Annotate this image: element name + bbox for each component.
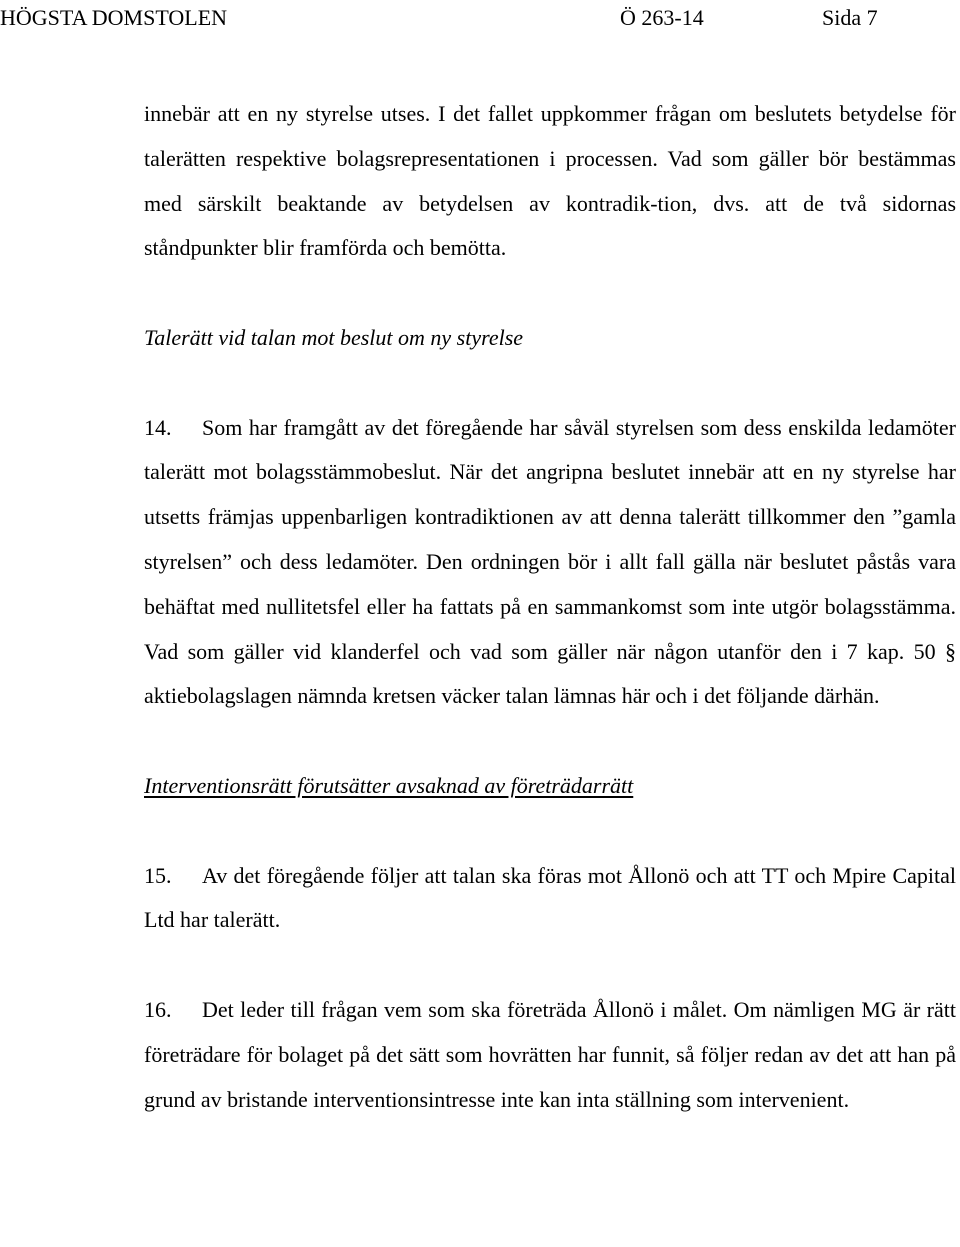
paragraph-number: 14.	[144, 414, 172, 440]
case-number: Ö 263-14	[620, 5, 704, 30]
section-heading-talerätt: Talerätt vid talan mot beslut om ny styrelse	[144, 324, 524, 350]
court-name: HÖGSTA DOMSTOLEN	[0, 5, 228, 30]
intro-paragraph: innebär att en ny styrelse utses. I det fallet uppkommer frågan om beslutets betydelse för talerätten respektive bolagsrepresentationen i processen. Vad som gäller bör bestämmas med särskilt beaktande av betydelsen av kontradik-tion, dvs. att de två sidornas ståndpunkter blir framförda och bemötta.	[144, 101, 956, 261]
paragraph-number: 16.	[144, 996, 172, 1022]
paragraph-16	[144, 988, 956, 1122]
paragraph-text: Som har framgått av det föregående har såväl styrelsen som dess enskilda ledamöter talerätt mot bolagsstämmobeslut. När det angripna beslutet innebär att en ny styrelse har utsetts främjas uppenbarligen kontradiktionen av att denna talerätt tillkommer den ”gamla styrelsen” och dess ledamöter. Den ordningen bör i allt fall gälla när beslutet påstås vara behäftat med nullitetsfel eller ha fattats på en sammankomst som inte utgör bolagsstämma. Vad som gäller vid klanderfel och vad som gäller när någon utanför den i 7 kap. 50 § aktiebolagslagen nämnda kretsen väcker talan lämnas här och i det följande därhän.	[144, 414, 956, 709]
paragraph-text: Det leder till frågan vem som ska företräda Ållonö i målet. Om nämligen MG är rätt företrädare för bolaget på det sätt som hovrätten har funnit, så följer redan av det att han på grund av bristande interventionsintresse inte kan inta ställning som intervenient.	[144, 996, 956, 1112]
document-body	[144, 92, 956, 1122]
paragraph-15	[144, 854, 956, 944]
page-header	[0, 3, 960, 33]
section-heading-interventionsrätt: Interventionsrätt förutsätter avsaknad av företrädarrätt	[144, 772, 634, 798]
paragraph-14	[144, 406, 956, 720]
page-number: Sida 7	[822, 5, 878, 30]
paragraph-number: 15.	[144, 862, 172, 888]
paragraph-text: Av det föregående följer att talan ska föras mot Ållonö och att TT och Mpire Capital Ltd har talerätt.	[144, 862, 956, 933]
